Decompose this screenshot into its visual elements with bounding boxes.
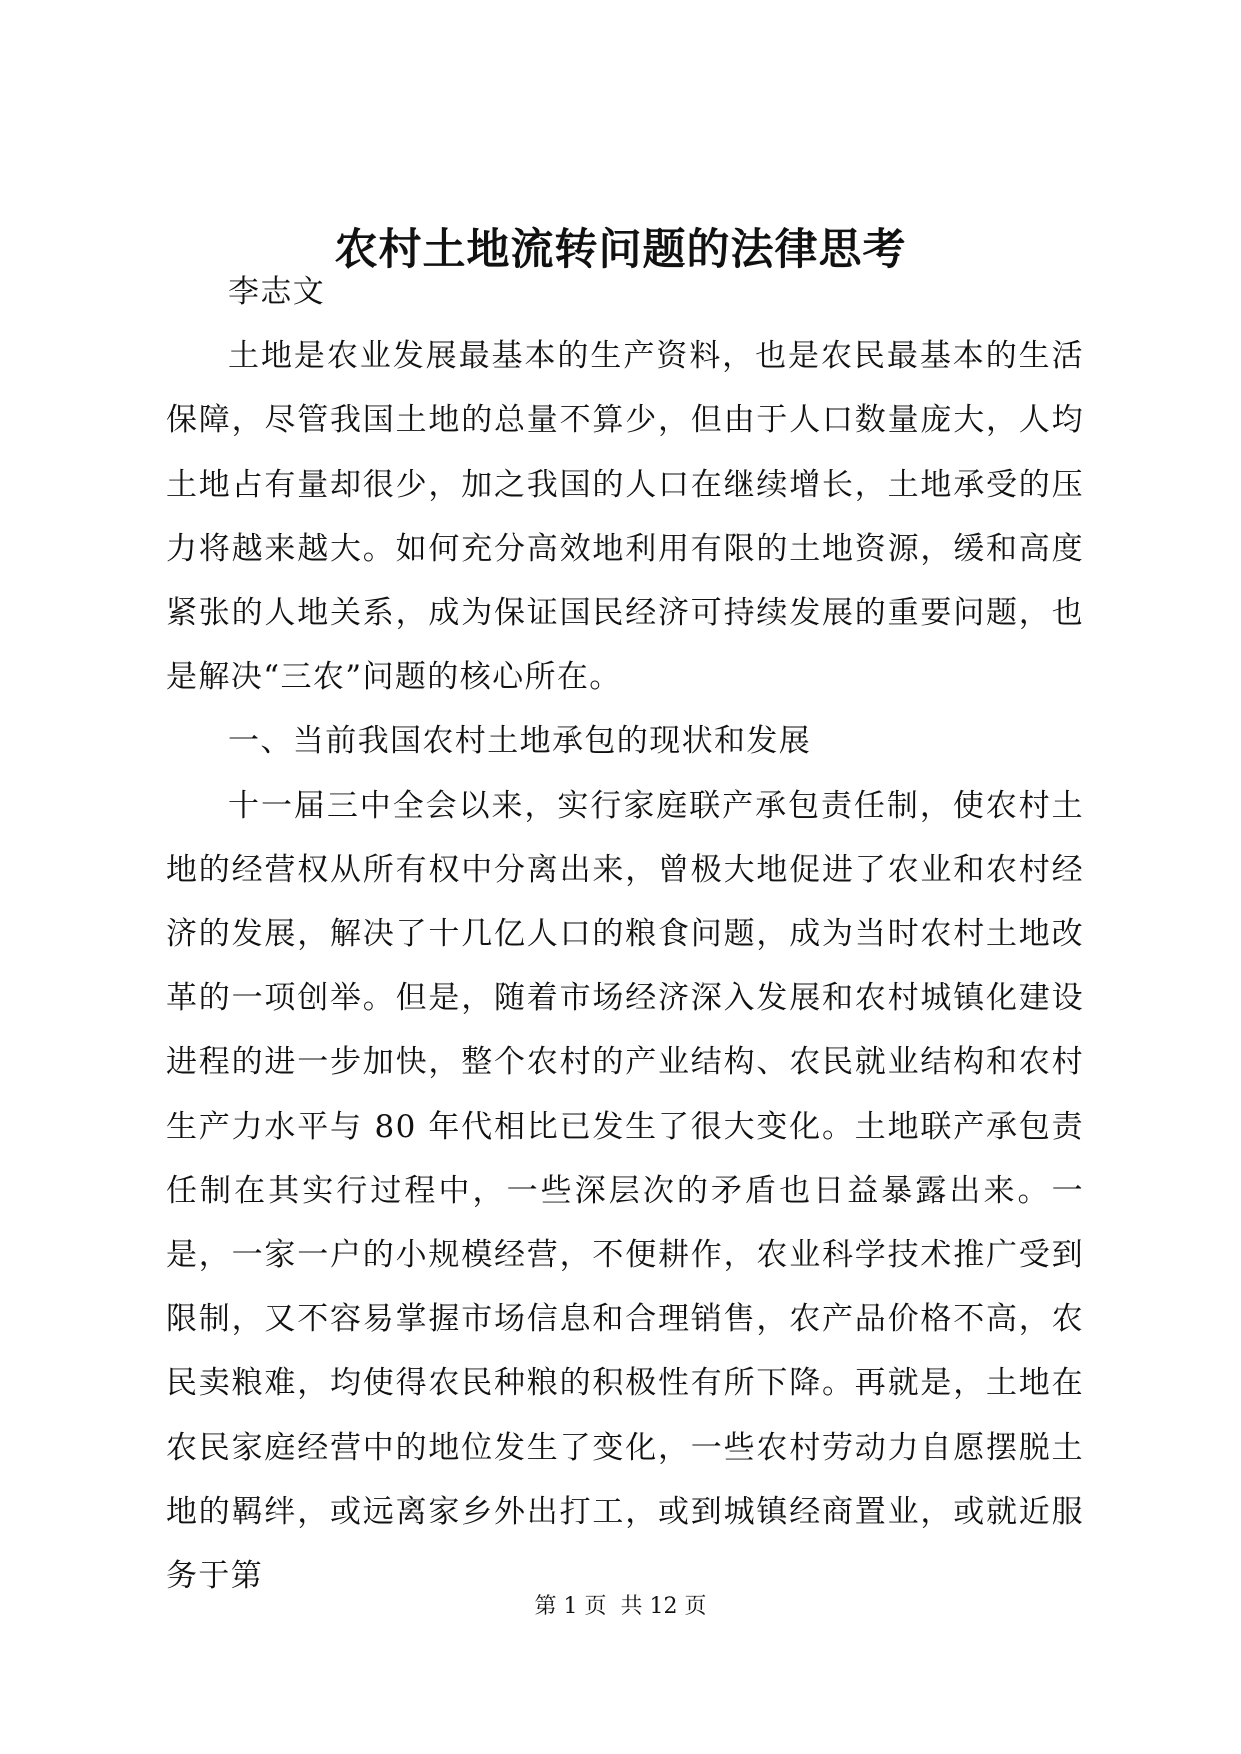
page-footer [0, 1592, 1241, 1622]
section-heading: 一、当前我国农村土地承包的现状和发展 [228, 723, 812, 760]
document-title: 农村土地流转问题的法律思考 [334, 225, 907, 275]
paragraph-status: 十一届三中全会以来，实行家庭联产承包责任制，使农村土地的经营权从所有权中分离出来，曾极大地促进了农业和农村经济的发展，解决了十几亿人口的粮食问题，成为当时农村土地改革的一项创举。但是，随着市场经济深入发展和农村城镇化建设进程的进一步加快，整个农村的产业结构、农民就业结构和农村生产力水平与 80 年代相比已发生了很大变化。土地联产承包责任制在其实行过程中，一些深层次的矛盾也日益暴露出来。一是，一家一户的小规模经营，不便耕作，农业科学技术推广受到限制，又不容易掌握市场信息和合理销售，农产品价格不高，农民卖粮难，均使得农民种粮的积极性有所下降。再就是，土地在农民家庭经营中的地位发生了变化，一些农村劳动力自愿摆脱土地的羁绊，或远离家乡外出打工，或到城镇经商置业，或就近服务于第 [166, 787, 1084, 1595]
author-line: 李志文 [228, 274, 326, 310]
page-number-label: 第 1 页 共 12 页 [534, 1594, 707, 1619]
document-body [166, 260, 1084, 1608]
paragraph-intro: 土地是农业发展最基本的生产资料，也是农民最基本的生活保障，尽管我国土地的总量不算少，但由于人口数量庞大，人均土地占有量却很少，加之我国的人口在继续增长，土地承受的压力将越来越大。如何充分高效地利用有限的土地资源，缓和高度紧张的人地关系，成为保证国民经济可持续发展的重要问题，也是解决“三农”问题的核心所在。 [166, 338, 1084, 696]
